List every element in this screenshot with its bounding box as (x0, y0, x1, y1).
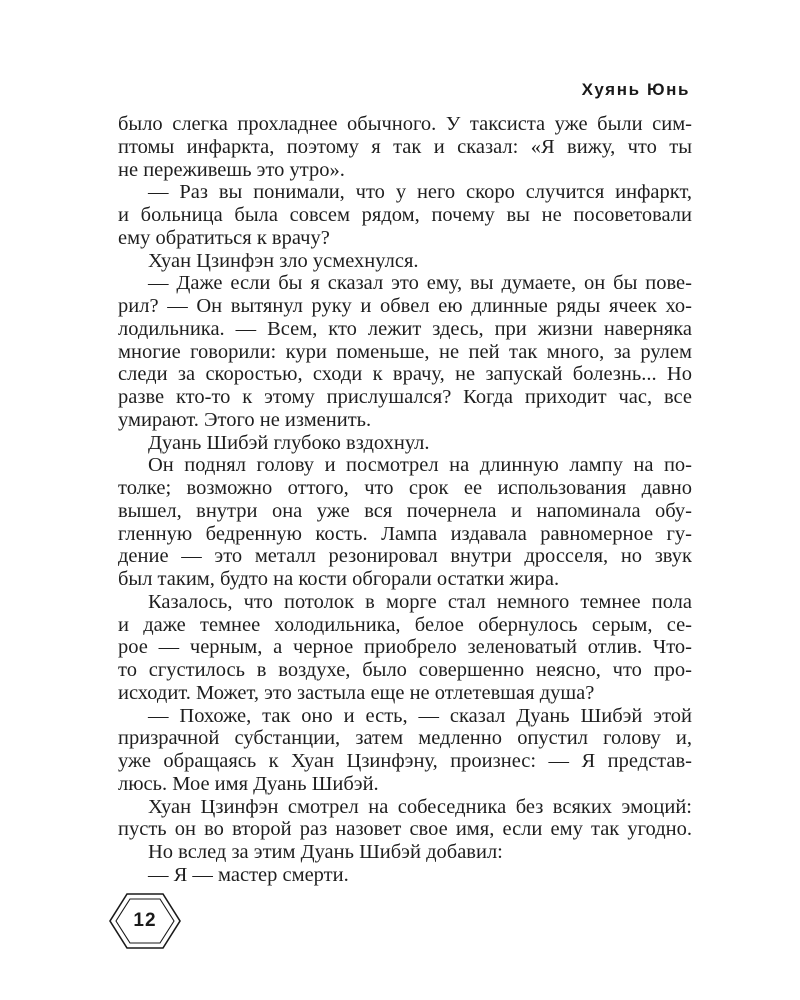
text-line: пусть он во второй раз назовет свое имя, если ему так угодно. (118, 818, 692, 841)
text-line: не переживешь это утро». (118, 158, 345, 181)
text-line: лодильника. — Всем, кто лежит здесь, при жизни наверняка (118, 317, 692, 340)
text-line: было слегка прохладнее обычного. У таксиста уже были сим- (118, 113, 692, 135)
text-line: дение — это металл резонировал внутри дросселя, но звук (118, 545, 692, 568)
text-line: ему обратиться к врачу? (118, 226, 330, 249)
text-line: Хуан Цзинфэн смотрел на собеседника без всяких эмоций: (148, 795, 692, 818)
text-line: — Раз вы понимали, что у него скоро случится инфаркт, (148, 181, 692, 204)
text-line: был таким, будто на кости обгорали остатки жира. (118, 568, 560, 590)
text-line: птомы инфаркта, поэтому я так и сказал: «Я вижу, что ты (118, 135, 692, 158)
text-line: уже обращаясь к Хуан Цзинфэну, произнес: — Я представ- (118, 750, 692, 772)
text-line: рил? — Он вытянул руку и обвел ею длинные ряды ячеек хо- (118, 295, 692, 317)
text-line: — Похоже, так оно и есть, — сказал Дуань Шибэй этой (148, 704, 692, 727)
text-line: то сгустилось в воздухе, было совершенно неясно, что про- (118, 659, 692, 681)
text-line: Но вслед за этим Дуань Шибэй добавил: (148, 841, 503, 863)
text-line: следи за скоростью, сходи к врачу, не запускай болезнь... Но (118, 363, 692, 386)
text-line: — Я — мастер смерти. (148, 863, 349, 886)
text-line: — Даже если бы я сказал это ему, вы думаете, он бы пове- (148, 272, 692, 295)
text-line: многие говорили: кури поменьше, не пей так много, за рулем (118, 340, 692, 363)
text-line: рое — черным, а черное приобрело зеленоватый отлив. Что- (118, 636, 692, 659)
text-line: Дуань Шибэй глубоко вздохнул. (148, 431, 430, 454)
body-text (118, 113, 692, 887)
text-line: и даже темнее холодильника, белое обернулось серым, се- (118, 613, 692, 636)
page-number: 12 (133, 910, 157, 931)
text-line: и больница была совсем рядом, почему вы не посоветовали (118, 204, 692, 226)
running-header: Хуянь Юнь (581, 80, 690, 99)
text-line: Он поднял голову и посмотрел на длинную лампу на по- (148, 454, 692, 477)
text-line: Казалось, что потолок в морге стал немного темнее пола (148, 590, 692, 613)
text-line: умирают. Этого не изменить. (118, 408, 372, 431)
text-line: гленную бедренную кость. Лампа издавала равномерное гу- (118, 522, 692, 545)
text-line: исходит. Может, это застыла еще не отлетевшая душа? (118, 681, 595, 704)
page-number-badge (108, 892, 182, 950)
text-line: люсь. Мое имя Дуань Шибэй. (118, 772, 379, 795)
text-line: Хуан Цзинфэн зло усмехнулся. (148, 249, 419, 272)
text-line: разве кто-то к этому прислушался? Когда приходит час, все (118, 386, 692, 408)
text-line: призрачной субстанции, затем медленно опустил голову и, (118, 727, 692, 750)
text-line: вышел, внутри она уже вся почернела и напоминала обу- (118, 499, 692, 522)
text-line: толке; возможно оттого, что срок ее использования давно (118, 477, 692, 499)
